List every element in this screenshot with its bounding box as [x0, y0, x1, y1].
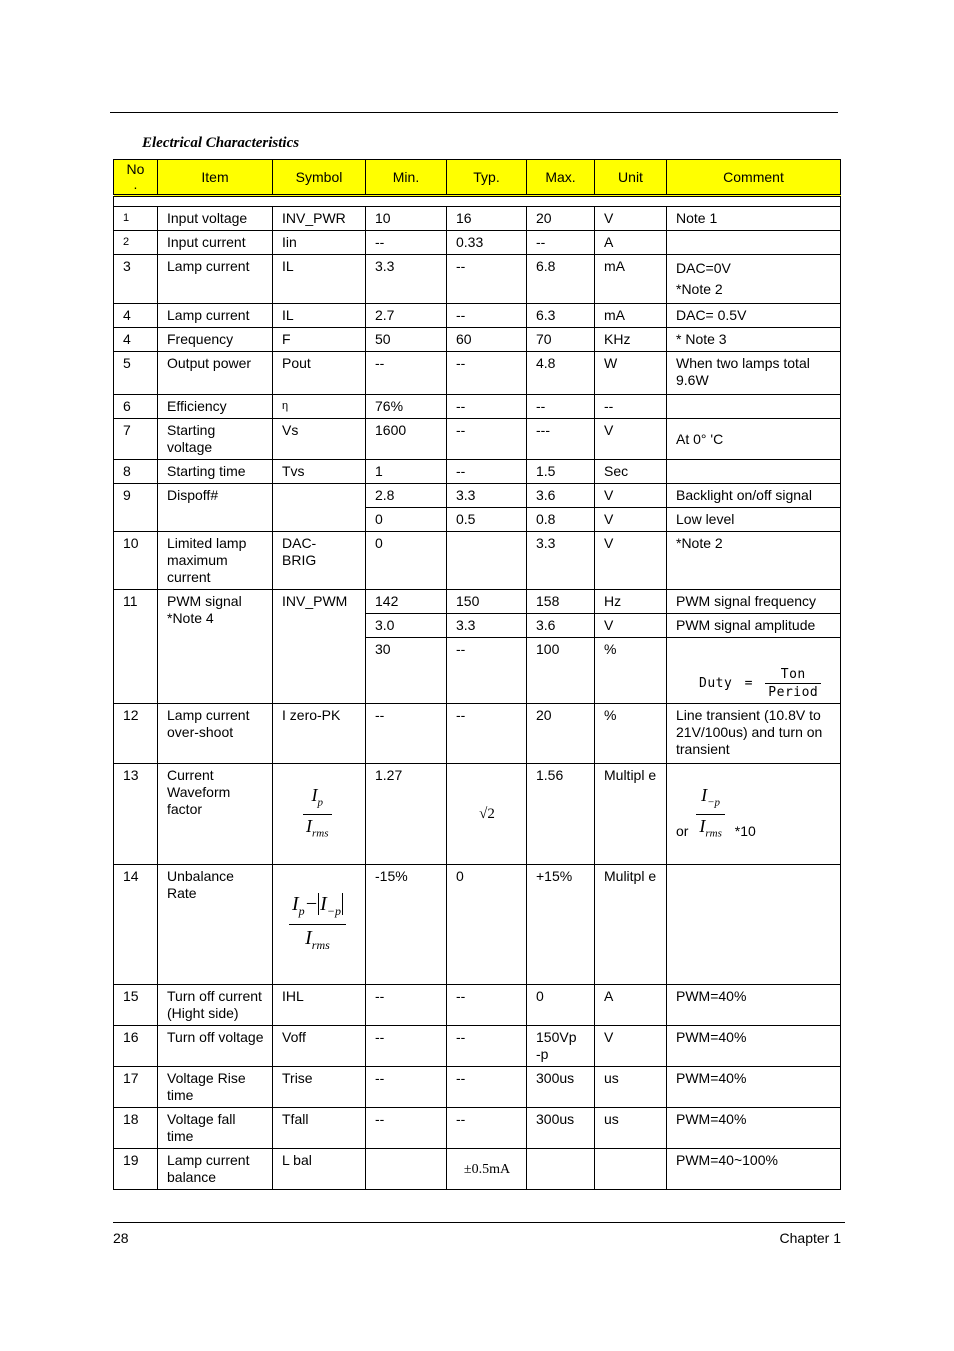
header-rule — [110, 112, 838, 113]
row-min: -- — [366, 1067, 447, 1108]
var-i: I — [701, 784, 708, 805]
row-no: 6 — [114, 395, 158, 419]
row-max: 1.5 — [527, 460, 595, 484]
row-item: Voltage Rise time — [158, 1067, 273, 1108]
row-unit: V — [595, 484, 667, 508]
table-row — [114, 704, 841, 764]
row-typ: -- — [447, 1067, 527, 1108]
row-unit: V — [595, 508, 667, 532]
var-i: I — [699, 815, 706, 836]
header-symbol: Symbol — [273, 160, 366, 196]
row-item: Frequency — [158, 328, 273, 352]
row-comment: PWM=40~100% — [667, 1149, 841, 1190]
row-typ: 60 — [447, 328, 527, 352]
row-unit: V — [595, 1026, 667, 1067]
section-title: Electrical Characteristics — [142, 135, 300, 151]
row-typ: ±0.5mA — [447, 1149, 527, 1190]
header-typ: Typ. — [447, 160, 527, 196]
row-symbol — [273, 865, 366, 985]
row-typ: -- — [447, 704, 527, 764]
row-no: 19 — [114, 1149, 158, 1190]
row-unit: V — [595, 532, 667, 590]
row-unit: Sec — [595, 460, 667, 484]
row-no: 16 — [114, 1026, 158, 1067]
row-typ: -- — [447, 419, 527, 460]
row-item: Unbalance Rate — [158, 865, 273, 985]
formula-numerator — [303, 784, 332, 815]
row-no: 17 — [114, 1067, 158, 1108]
row-comment: Backlight on/off signal — [667, 484, 841, 508]
page-number: 28 — [113, 1230, 129, 1246]
var-i: I — [320, 893, 327, 915]
row-max: 3.6 — [527, 614, 595, 638]
comment-numerator — [696, 784, 725, 815]
row-comment: Line transient (10.8V to 21V/100us) and turn on transient — [667, 704, 841, 764]
row-min: 1600 — [366, 419, 447, 460]
row-unit: W — [595, 352, 667, 395]
row-max: 70 — [527, 328, 595, 352]
table-row — [114, 590, 841, 614]
comment-line: *Note 2 — [676, 281, 723, 297]
row-comment — [667, 764, 841, 865]
duty-numerator: Ton — [765, 666, 821, 684]
header-unit: Unit — [595, 160, 667, 196]
row-unit: -- — [595, 395, 667, 419]
minus-sign: − — [304, 893, 319, 915]
row-min: -- — [366, 985, 447, 1026]
row-typ: 3.3 — [447, 484, 527, 508]
row-comment: PWM=40% — [667, 1108, 841, 1149]
table-row — [114, 419, 841, 460]
row-symbol: Tfall — [273, 1108, 366, 1149]
footer-rule — [113, 1222, 845, 1223]
row-min: -- — [366, 231, 447, 255]
row-min — [366, 1149, 447, 1190]
duty-label: Duty — [699, 676, 733, 691]
row-max: 300us — [527, 1067, 595, 1108]
row-max: 1.56 — [527, 764, 595, 865]
sub-p: p — [317, 796, 323, 809]
row-comment: DAC= 0.5V — [667, 304, 841, 328]
row-typ: 0 — [447, 865, 527, 985]
row-comment: PWM signal amplitude — [667, 614, 841, 638]
row-unit: % — [595, 704, 667, 764]
row-max: -- — [527, 231, 595, 255]
row-min: 3.0 — [366, 614, 447, 638]
table-row — [114, 532, 841, 590]
comment-formula — [696, 784, 725, 844]
row-symbol: Iin — [273, 231, 366, 255]
row-unit: V — [595, 207, 667, 231]
unbalance-rate-formula — [289, 891, 346, 958]
row-unit: mA — [595, 255, 667, 304]
row-unit: KHz — [595, 328, 667, 352]
row-min: -15% — [366, 865, 447, 985]
row-no: 4 — [114, 304, 158, 328]
header-item: Item — [158, 160, 273, 196]
row-min: 2.7 — [366, 304, 447, 328]
table-row — [114, 328, 841, 352]
row-typ: -- — [447, 255, 527, 304]
row-max: -- — [527, 395, 595, 419]
row-min: -- — [366, 704, 447, 764]
comment-denominator — [696, 815, 725, 845]
table-row — [114, 1067, 841, 1108]
row-no: 14 — [114, 865, 158, 985]
duty-fraction — [765, 666, 821, 701]
row-typ: -- — [447, 460, 527, 484]
row-unit: us — [595, 1067, 667, 1108]
row-typ: √2 — [447, 764, 527, 865]
row-comment: PWM=40% — [667, 985, 841, 1026]
header-min: Min. — [366, 160, 447, 196]
row-item: PWM signal *Note 4 — [158, 590, 273, 704]
row-no: 3 — [114, 255, 158, 304]
table-row — [114, 484, 841, 508]
row-item: Turn off current (Hight side) — [158, 985, 273, 1026]
row-min: 10 — [366, 207, 447, 231]
row-min: 1 — [366, 460, 447, 484]
row-unit: us — [595, 1108, 667, 1149]
var-i: I — [306, 815, 312, 836]
row-comment: * Note 3 — [667, 328, 841, 352]
row-max: 3.6 — [527, 484, 595, 508]
row-no: 13 — [114, 764, 158, 865]
table-row — [114, 207, 841, 231]
formula-numerator — [289, 891, 346, 925]
row-symbol: INV_PWM — [273, 590, 366, 704]
chapter-label: Chapter 1 — [779, 1230, 841, 1246]
row-item: Lamp current over-shoot — [158, 704, 273, 764]
row-symbol: Vs — [273, 419, 366, 460]
row-comment: PWM signal frequency — [667, 590, 841, 614]
duty-formula — [699, 667, 821, 700]
row-min: 3.3 — [366, 255, 447, 304]
row-comment — [667, 395, 841, 419]
row-max: 150Vp -p — [527, 1026, 595, 1067]
row-typ: 0.5 — [447, 508, 527, 532]
row-item: Efficiency — [158, 395, 273, 419]
row-item: Input voltage — [158, 207, 273, 231]
sub-rms: rms — [705, 827, 722, 840]
row-symbol: Pout — [273, 352, 366, 395]
row-symbol — [273, 764, 366, 865]
row-comment: Note 1 — [667, 207, 841, 231]
row-typ: 16 — [447, 207, 527, 231]
row-item: Turn off voltage — [158, 1026, 273, 1067]
var-i: I — [292, 893, 299, 915]
comment-or: or — [676, 822, 689, 839]
var-i: I — [311, 784, 318, 805]
electrical-characteristics-table — [113, 159, 841, 1190]
comment-line: DAC=0V — [676, 260, 731, 276]
row-comment — [667, 865, 841, 985]
row-symbol — [273, 484, 366, 532]
row-item: Starting time — [158, 460, 273, 484]
row-min: 2.8 — [366, 484, 447, 508]
row-max: 100 — [527, 638, 595, 704]
row-no: 8 — [114, 460, 158, 484]
table-row — [114, 304, 841, 328]
row-max: 6.8 — [527, 255, 595, 304]
row-no: 12 — [114, 704, 158, 764]
row-min: 76% — [366, 395, 447, 419]
row-no: 11 — [114, 590, 158, 704]
waveform-factor-formula — [303, 784, 332, 844]
row-no: 4 — [114, 328, 158, 352]
row-unit: A — [595, 985, 667, 1026]
row-item: Output power — [158, 352, 273, 395]
row-symbol: Tvs — [273, 460, 366, 484]
row-symbol: L bal — [273, 1149, 366, 1190]
row-no: 5 — [114, 352, 158, 395]
sub-p: p — [298, 904, 305, 918]
row-typ: 150 — [447, 590, 527, 614]
row-item: Current Waveform factor — [158, 764, 273, 865]
row-max: +15% — [527, 865, 595, 985]
table-row — [114, 395, 841, 419]
row-symbol: I zero-PK — [273, 704, 366, 764]
row-unit: % — [595, 638, 667, 704]
header-max: Max. — [527, 160, 595, 196]
row-symbol: INV_PWR — [273, 207, 366, 231]
row-comment — [667, 255, 841, 304]
table-row — [114, 460, 841, 484]
table-row — [114, 1149, 841, 1190]
duty-equals: = — [744, 676, 753, 691]
row-min: -- — [366, 1108, 447, 1149]
row-typ: -- — [447, 1108, 527, 1149]
var-i: I — [305, 927, 312, 949]
row-symbol: IL — [273, 255, 366, 304]
row-min: 30 — [366, 638, 447, 704]
row-item: Input current — [158, 231, 273, 255]
row-no: 9 — [114, 484, 158, 532]
header-comment: Comment — [667, 160, 841, 196]
sub-rms: rms — [312, 827, 329, 840]
row-item: Starting voltage — [158, 419, 273, 460]
table-row — [114, 231, 841, 255]
row-item: Limited lamp maximum current — [158, 532, 273, 590]
formula-denominator — [289, 925, 346, 958]
row-typ: -- — [447, 985, 527, 1026]
row-unit: mA — [595, 304, 667, 328]
row-item: Voltage fall time — [158, 1108, 273, 1149]
row-min: -- — [366, 352, 447, 395]
table-row — [114, 1108, 841, 1149]
table-header-row — [114, 160, 841, 196]
row-min: -- — [366, 1026, 447, 1067]
row-max: 6.3 — [527, 304, 595, 328]
row-symbol: IL — [273, 304, 366, 328]
table-row — [114, 255, 841, 304]
table-row — [114, 985, 841, 1026]
row-no: 10 — [114, 532, 158, 590]
row-symbol: Trise — [273, 1067, 366, 1108]
comment-multiplier: *10 — [734, 822, 756, 839]
row-max: 300us — [527, 1108, 595, 1149]
duty-denominator: Period — [768, 685, 819, 700]
row-max: 0 — [527, 985, 595, 1026]
row-max: 3.3 — [527, 532, 595, 590]
row-comment: PWM=40% — [667, 1067, 841, 1108]
row-comment — [667, 460, 841, 484]
row-typ — [447, 532, 527, 590]
row-unit: Hz — [595, 590, 667, 614]
row-typ: -- — [447, 395, 527, 419]
header-gap — [114, 196, 841, 207]
row-symbol: Voff — [273, 1026, 366, 1067]
row-comment — [667, 231, 841, 255]
sub-neg-p: −p — [326, 904, 341, 918]
row-min: 0 — [366, 508, 447, 532]
row-min: 0 — [366, 532, 447, 590]
row-item: Lamp current — [158, 304, 273, 328]
row-max: 4.8 — [527, 352, 595, 395]
formula-denominator — [303, 815, 332, 845]
row-unit: Mulitpl e — [595, 865, 667, 985]
row-no: 7 — [114, 419, 158, 460]
row-min: 50 — [366, 328, 447, 352]
row-min: 142 — [366, 590, 447, 614]
row-no: 18 — [114, 1108, 158, 1149]
row-max — [527, 1149, 595, 1190]
row-max: 0.8 — [527, 508, 595, 532]
row-typ: -- — [447, 1026, 527, 1067]
row-unit — [595, 1149, 667, 1190]
sub-p: −p — [707, 796, 721, 809]
row-item: Lamp current balance — [158, 1149, 273, 1190]
row-max: 20 — [527, 207, 595, 231]
row-typ: -- — [447, 638, 527, 704]
row-unit: Multipl e — [595, 764, 667, 865]
header-no: No . — [114, 160, 158, 196]
row-item: Lamp current — [158, 255, 273, 304]
row-unit: V — [595, 419, 667, 460]
row-symbol: IHL — [273, 985, 366, 1026]
sub-rms: rms — [311, 938, 330, 952]
row-symbol: η — [273, 395, 366, 419]
row-comment: When two lamps total 9.6W — [667, 352, 841, 395]
row-comment: At 0° 'C — [667, 419, 841, 460]
row-item: Dispoff# — [158, 484, 273, 532]
row-comment — [667, 638, 841, 704]
row-comment: Low level — [667, 508, 841, 532]
row-comment: PWM=40% — [667, 1026, 841, 1067]
row-unit: V — [595, 614, 667, 638]
row-min: 1.27 — [366, 764, 447, 865]
row-max: 158 — [527, 590, 595, 614]
row-no: 2 — [114, 231, 158, 255]
abs-bars — [318, 893, 343, 918]
row-max: 20 — [527, 704, 595, 764]
table-row — [114, 352, 841, 395]
row-typ: -- — [447, 304, 527, 328]
row-unit: A — [595, 231, 667, 255]
row-symbol: F — [273, 328, 366, 352]
row-symbol: DAC-BRIG — [273, 532, 366, 590]
row-typ: -- — [447, 352, 527, 395]
row-no: 15 — [114, 985, 158, 1026]
row-typ: 0.33 — [447, 231, 527, 255]
row-comment: *Note 2 — [667, 532, 841, 590]
row-max: --- — [527, 419, 595, 460]
table-row — [114, 1026, 841, 1067]
row-no: 1 — [114, 207, 158, 231]
table-row — [114, 764, 841, 865]
table-row — [114, 865, 841, 985]
row-typ: 3.3 — [447, 614, 527, 638]
